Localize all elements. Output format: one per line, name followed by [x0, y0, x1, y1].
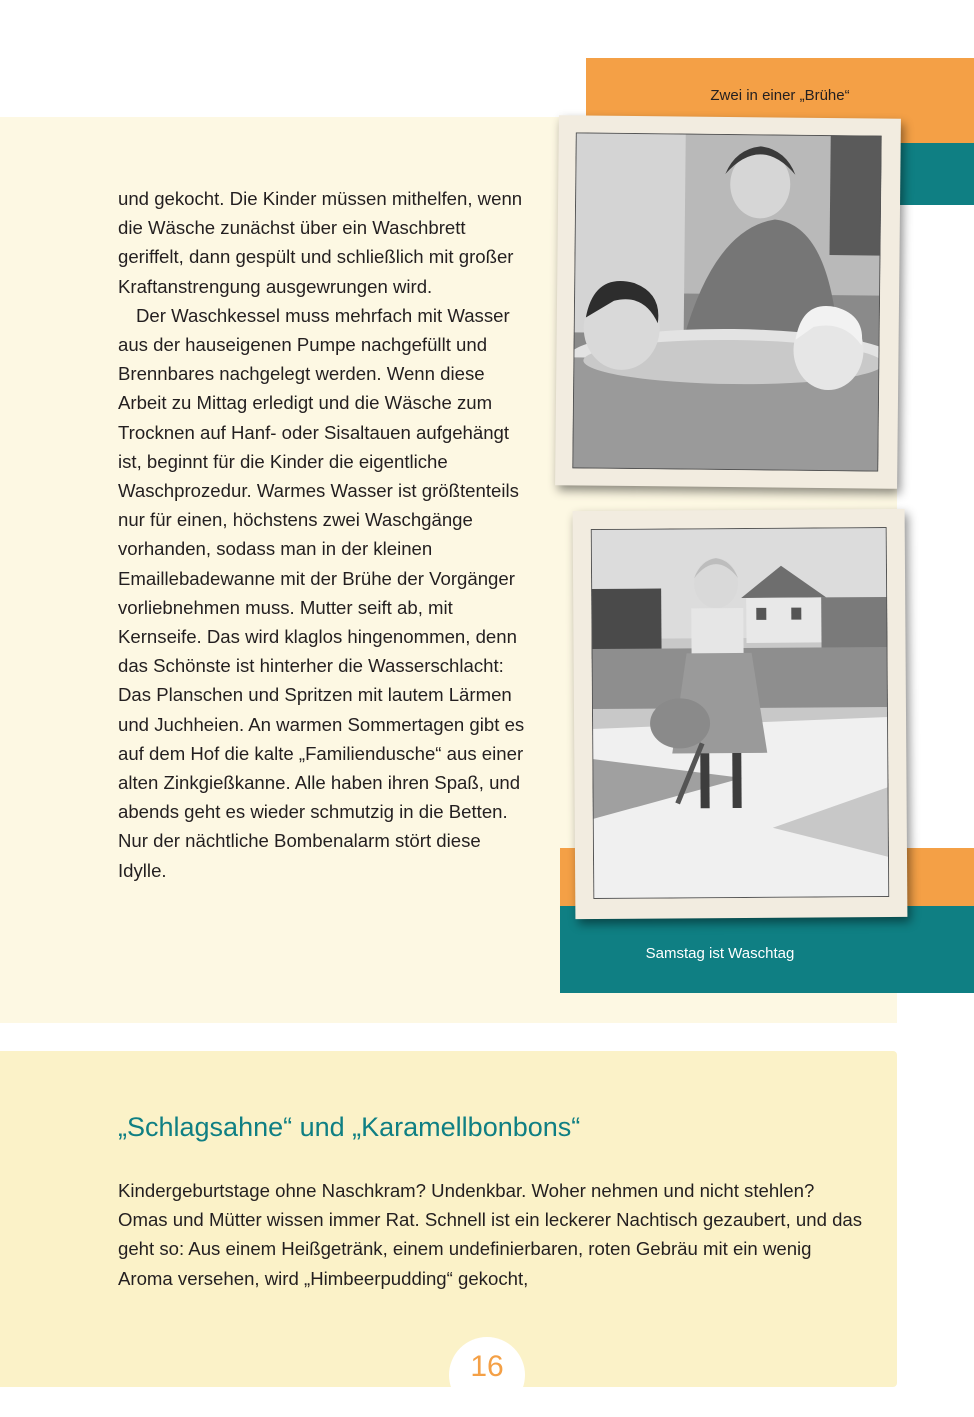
photo-image: [591, 527, 890, 899]
paragraph: Der Waschkessel muss mehrfach mit Wasser aus der hauseigenen Pumpe nachgefüllt und Brennbares nachgelegt werden. Wenn diese Arbeit zu Mittag erledigt und die Wäsche zum Trocknen auf Hanf- oder Sisaltauen aufgehängt ist, beginnt für die Kinder die eigentliche Waschprozedur. Warmes Wasser ist größtenteils nur für einen, höchstens zwei Waschgänge vorhanden, sodass man in der kleinen Emaillebadewanne mit der Brühe der Vorgänger vorliebnehmen muss. Mutter seift ab, mit Kernseife. Das wird klaglos hingenommen, denn das Schönste ist hinterher die Wasserschlacht: Das Planschen und Spritzen mit lautem Lärmen und Juchheien. An warmen Sommertagen gibt es auf dem Hof die kalte „Familiendusche“ aus einer alten Zinkgießkanne. Alle haben ihren Spaß, und abends geht es wieder schmutzig in die Betten. Nur der nächtliche Bombenalarm stört diese Idylle.: [118, 304, 525, 881]
photo-caption-bottom: Samstag ist Waschtag: [645, 945, 795, 962]
photo-caption-top: Zwei in einer „Brühe“: [710, 87, 850, 104]
photo-image: [572, 132, 882, 471]
main-text-column: [118, 184, 528, 885]
page-number: 16: [470, 1350, 504, 1383]
photo-girl-watering-can: [573, 509, 908, 919]
paragraph: und gekocht. Die Kinder müssen mithelfen, wenn die Wäsche zunächst über ein Waschbrett geriffelt, dann gespült und schließlich mit großer Kraftanstrengung ausgewrungen wird.: [118, 188, 523, 297]
section-heading: „Schlagsahne“ und „Karamellbonbons“: [118, 1112, 581, 1142]
section-paragraph: Kindergeburtstage ohne Naschkram? Undenkbar. Woher nehmen und nicht stehlen? Omas und Mütter wissen immer Rat. Schnell ist ein leckerer Nachtisch gezaubert, und das geht so: Aus einem Heißgetränk, einem undefinierbaren, roten Gebräu mit ein wenig Aroma versehen, wird „Himbeerpudding“ gekocht,: [118, 1180, 863, 1289]
photo-children-in-tub: [555, 115, 901, 489]
